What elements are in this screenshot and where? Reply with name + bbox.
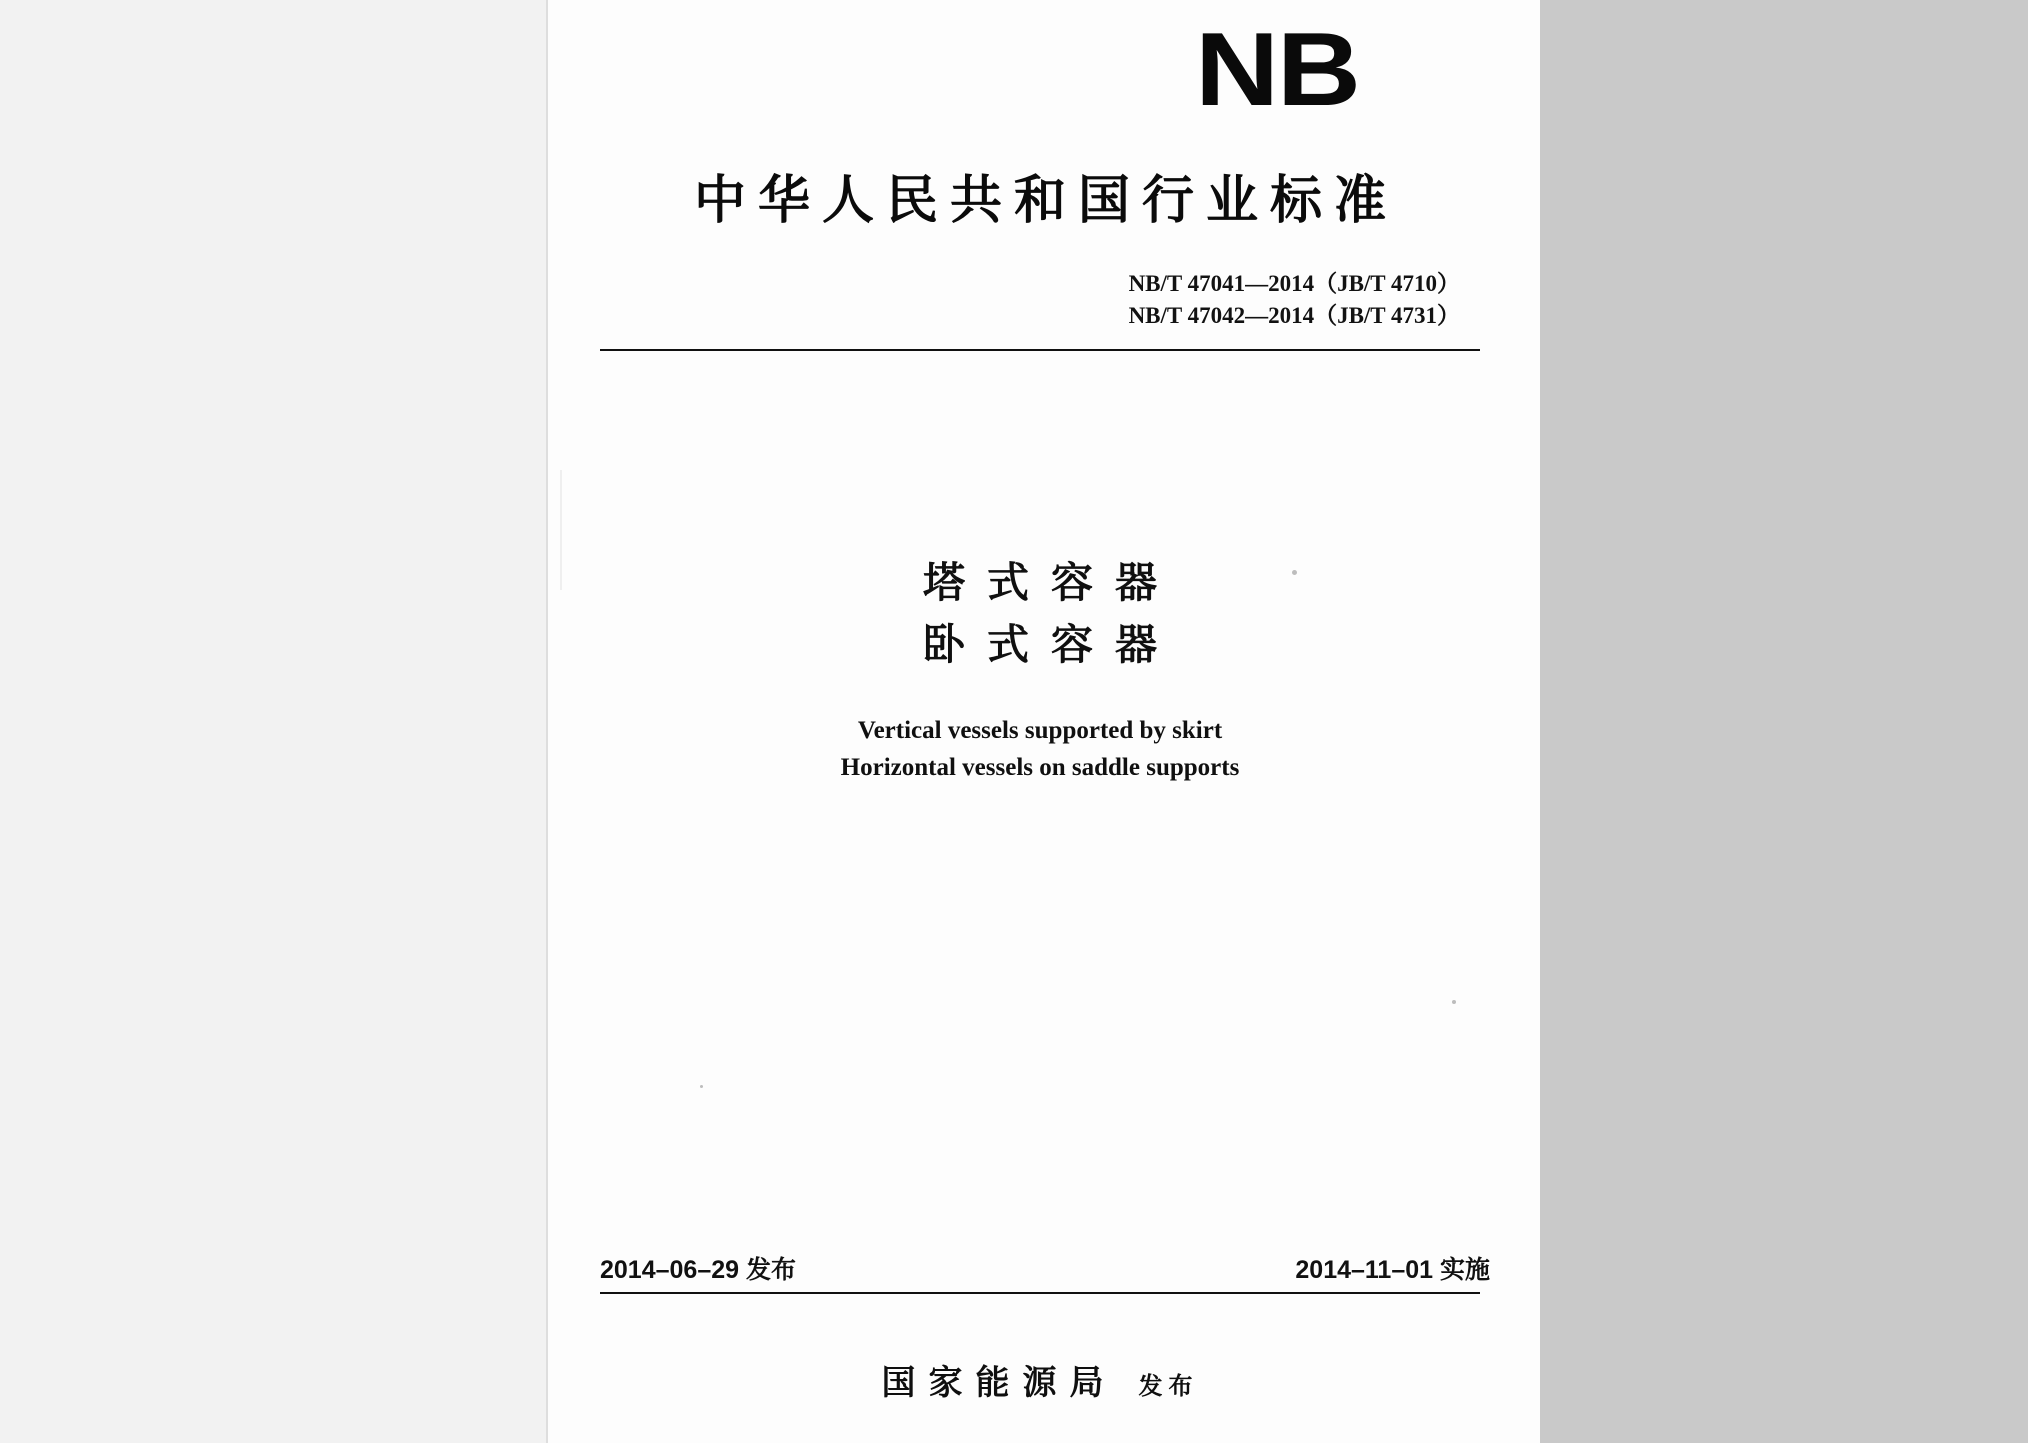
standard-code-2: NB/T 47042—2014（JB/T 4731）	[1128, 303, 1460, 328]
national-standard-heading: 中华人民共和国行业标准	[693, 172, 1398, 230]
issue-date: 2014–06–29 发布	[600, 1256, 796, 1284]
issuer-organization: 国家能源局	[881, 1364, 1117, 1402]
document-title-cn-line-1: 塔式容器	[922, 559, 1179, 606]
document-title-en-line-1: Vertical vessels supported by skirt	[857, 717, 1223, 744]
viewer-background-right	[1540, 0, 2028, 1443]
date-row	[600, 1250, 1490, 1286]
nb-logo: NB	[1195, 12, 1359, 128]
effective-date: 2014–11–01 实施	[1295, 1256, 1490, 1284]
standard-code-1: NB/T 47041—2014（JB/T 4710）	[1128, 271, 1460, 296]
document-title-cn-line-2: 卧式容器	[922, 621, 1179, 668]
divider-bottom	[600, 1292, 1480, 1294]
document-title-en-line-2: Horizontal vessels on saddle supports	[840, 754, 1240, 781]
document-title-english	[600, 712, 1480, 786]
scan-artifact-fold	[560, 470, 562, 590]
scan-artifact-speck	[1452, 1000, 1456, 1004]
divider-top	[600, 349, 1480, 351]
page-left-gutter	[0, 0, 548, 1443]
issuing-authority	[600, 1355, 1480, 1404]
document-title-chinese	[600, 552, 1480, 676]
standard-code-block	[640, 268, 1480, 332]
scan-artifact-speck	[700, 1085, 703, 1088]
issuer-action-label: 发布	[1138, 1373, 1199, 1400]
